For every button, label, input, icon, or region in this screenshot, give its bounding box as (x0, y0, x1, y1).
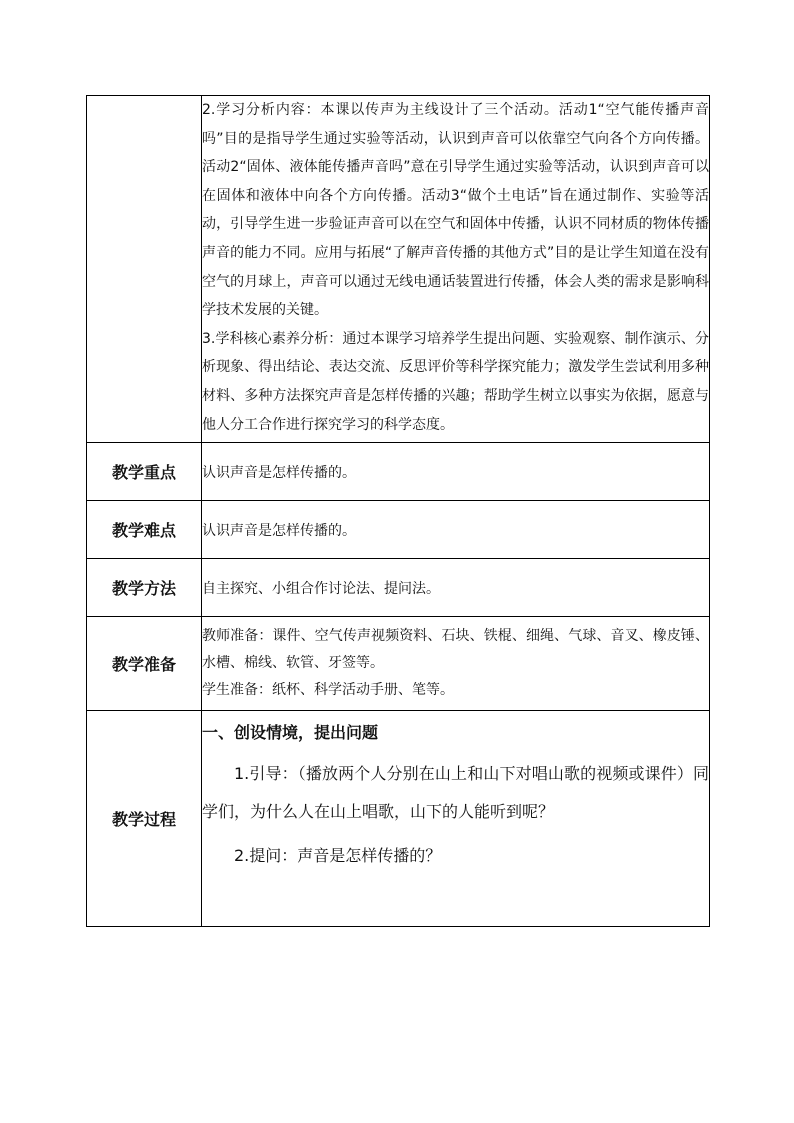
key-points-label: 教学重点 (87, 443, 202, 501)
analysis-label-cell (87, 96, 202, 443)
preparation-label: 教学准备 (87, 617, 202, 711)
key-points-text: 认识声音是怎样传播的。 (202, 443, 710, 501)
process-step-1: 1.引导：（播放两个人分别在山上和山下对唱山歌的视频或课件）同学们，为什么人在山上唱歌，山下的人能听到呢？ (202, 764, 709, 822)
preparation-row (87, 617, 710, 711)
key-points-row (87, 443, 710, 501)
process-label: 教学过程 (87, 711, 202, 927)
teacher-preparation-text: 教师准备：课件、空气传声视频资料、石块、铁棍、细绳、气球、音叉、橡皮锤、水槽、棉线、软管、牙签等。 (202, 628, 709, 672)
difficulties-text: 认识声音是怎样传播的。 (202, 501, 710, 559)
difficulties-label: 教学难点 (87, 501, 202, 559)
process-heading: 一、创设情境，提出问题 (202, 723, 379, 743)
core-literacy-text: 3.学科核心素养分析：通过本课学习培养学生提出问题、实验观察、制作演示、分析现象、得出结论、表达交流、反思评价等科学探究能力；激发学生尝试利用多种材料、多种方法探究声音是怎样传播的兴趣；帮助学生树立以事实为依据，愿意与他人分工合作进行探究学习的科学态度。 (202, 330, 709, 433)
process-row (87, 711, 710, 927)
preparation-content-cell (202, 617, 710, 711)
content-analysis-text: 2.学习分析内容：本课以传声为主线设计了三个活动。活动1“空气能传播声音吗”目的是指导学生通过实验等活动，认识到声音可以依靠空气向各个方向传播。活动2“固体、液体能传播声音吗”意在引导学生通过实验等活动，认识到声音可以在固体和液体中向各个方向传播。活动3“做个土电话”旨在通过制作、实验等活动，引导学生进一步验证声音可以在空气和固体中传播，认识不同材质的物体传播声音的能力不同。应用与拓展“了解声音传播的其他方式”目的是让学生知道在没有空气的月球上，声音可以通过无线电通话装置进行传播，体会人类的需求是影响科学技术发展的关键。 (202, 102, 709, 319)
process-content-cell (202, 711, 710, 927)
lesson-plan-table (86, 95, 710, 927)
difficulties-row (87, 501, 710, 559)
methods-row (87, 559, 710, 617)
methods-label: 教学方法 (87, 559, 202, 617)
analysis-row (87, 96, 710, 443)
process-step-2: 2.提问：声音是怎样传播的？ (234, 846, 442, 866)
analysis-content-cell (202, 96, 710, 443)
methods-text: 自主探究、小组合作讨论法、提问法。 (202, 559, 710, 617)
student-preparation-text: 学生准备：纸杯、科学活动手册、笔等。 (202, 682, 454, 699)
